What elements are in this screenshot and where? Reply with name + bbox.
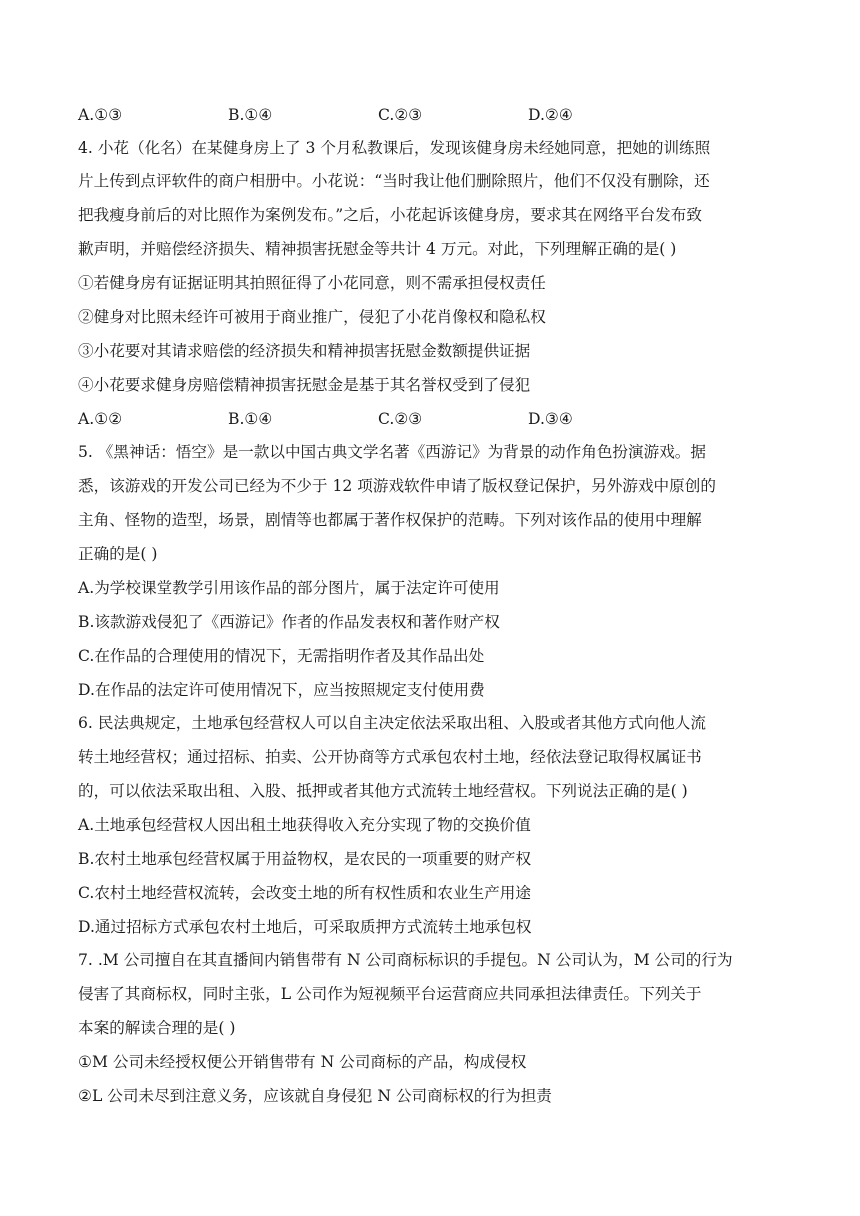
q4-option-d: D.③④ bbox=[528, 410, 573, 428]
q4-option-b: B.①④ bbox=[228, 410, 273, 428]
q5-option-c: C.在作品的合理使用的情况下，无需指明作者及其作品出处 bbox=[78, 647, 485, 665]
q5-stem-line: 悉，该游戏的开发公司已经为不少于 12 项游戏软件申请了版权登记保护，另外游戏中原创的 bbox=[78, 477, 716, 495]
q5-option-b: B.该款游戏侵犯了《西游记》作者的作品发表权和著作财产权 bbox=[78, 613, 500, 631]
q6-stem-line: 6. 民法典规定，土地承包经营权人可以自主决定依法采取出租、入股或者其他方式向他人流 bbox=[78, 714, 706, 732]
q3-option-a: A.①③ bbox=[78, 106, 123, 124]
q5-option-d: D.在作品的法定许可使用情况下，应当按照规定支付使用费 bbox=[78, 681, 485, 699]
q5-stem-line: 正确的是( ) bbox=[78, 545, 158, 563]
q3-option-d: D.②④ bbox=[528, 106, 573, 124]
q4-stem-line: 4. 小花（化名）在某健身房上了 3 个月私教课后，发现该健身房未经她同意，把她的训练照 bbox=[78, 139, 711, 157]
q4-option-a: A.①② bbox=[78, 410, 123, 428]
q4-statement-3: ③小花要对其请求赔偿的经济损失和精神损害抚慰金数额提供证据 bbox=[78, 342, 531, 360]
q6-stem-line: 的，可以依法采取出租、入股、抵押或者其他方式流转土地经营权。下列说法正确的是( ) bbox=[78, 782, 688, 800]
q6-stem-line: 转土地经营权；通过招标、拍卖、公开协商等方式承包农村土地，经依法登记取得权属证书 bbox=[78, 748, 702, 766]
q6-option-a: A.土地承包经营权人因出租土地获得收入充分实现了物的交换价值 bbox=[78, 816, 531, 834]
q6-option-d: D.通过招标方式承包农村土地后，可采取质押方式流转土地承包权 bbox=[78, 918, 532, 936]
q4-statement-2: ②健身对比照未经许可被用于商业推广，侵犯了小花肖像权和隐私权 bbox=[78, 308, 546, 326]
q6-option-c: C.农村土地经营权流转，会改变土地的所有权性质和农业生产用途 bbox=[78, 884, 531, 902]
q4-statement-4: ④小花要求健身房赔偿精神损害抚慰金是基于其名誉权受到了侵犯 bbox=[78, 376, 531, 394]
q7-stem-line: 7. .M 公司擅自在其直播间内销售带有 N 公司商标标识的手提包。N 公司认为，M 公司的行为 bbox=[78, 951, 733, 969]
q5-stem-line: 主角、怪物的造型，场景，剧情等也都属于著作权保护的范畴。下列对该作品的使用中理解 bbox=[78, 511, 702, 529]
q5-stem-line: 5. 《黑神话：悟空》是一款以中国古典文学名著《西游记》为背景的动作角色扮演游戏。据 bbox=[78, 443, 706, 461]
q4-statement-1: ①若健身房有证据证明其拍照征得了小花同意，则不需承担侵权责任 bbox=[78, 274, 546, 292]
q7-statement-1: ①M 公司未经授权便公开销售带有 N 公司商标的产品，构成侵权 bbox=[78, 1053, 527, 1071]
q4-option-c: C.②③ bbox=[378, 410, 423, 428]
q3-option-b: B.①④ bbox=[228, 106, 273, 124]
q7-stem-line: 本案的解读合理的是( ) bbox=[78, 1019, 236, 1037]
q6-option-b: B.农村土地承包经营权属于用益物权，是农民的一项重要的财产权 bbox=[78, 850, 532, 868]
q3-option-c: C.②③ bbox=[378, 106, 423, 124]
q5-option-a: A.为学校课堂教学引用该作品的部分图片，属于法定许可使用 bbox=[78, 579, 500, 597]
q7-stem-line: 侵害了其商标权，同时主张，L 公司作为短视频平台运营商应共同承担法律责任。下列关于 bbox=[78, 985, 702, 1003]
q4-stem-line: 歉声明，并赔偿经济损失、精神损害抚慰金等共计 4 万元。对此，下列理解正确的是( ) bbox=[78, 240, 677, 258]
q7-statement-2: ②L 公司未尽到注意义务，应该就自身侵犯 N 公司商标权的行为担责 bbox=[78, 1087, 552, 1105]
q4-stem-line: 片上传到点评软件的商户相册中。小花说：“当时我让他们删除照片，他们不仅没有删除，还 bbox=[78, 172, 710, 190]
q4-stem-line: 把我瘦身前后的对比照作为案例发布。”之后，小花起诉该健身房，要求其在网络平台发布致 bbox=[78, 206, 702, 224]
